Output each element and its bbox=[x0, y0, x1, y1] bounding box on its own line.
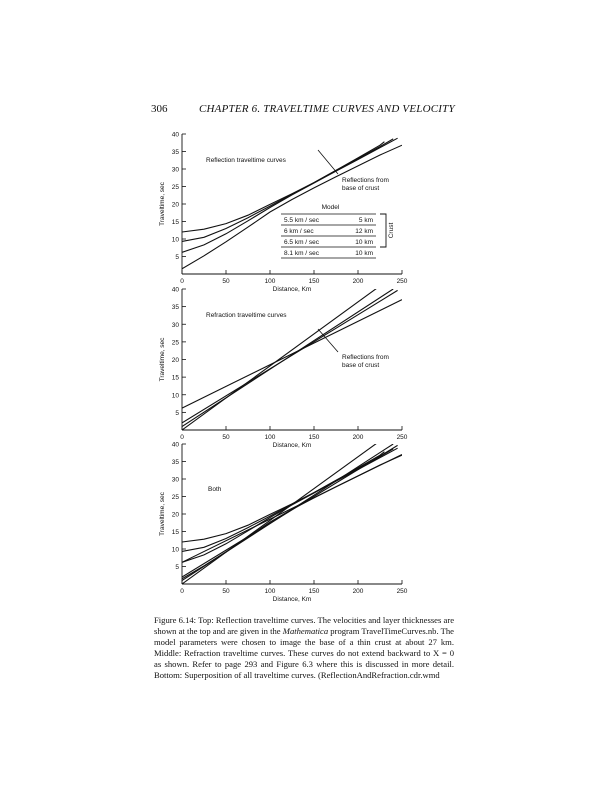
x-axis-label: Distance, Km bbox=[272, 286, 312, 293]
y-tick-label: 20 bbox=[171, 511, 179, 519]
x-tick-label: 100 bbox=[264, 588, 276, 595]
y-tick-label: 40 bbox=[171, 286, 179, 294]
chart-panel-bottom bbox=[159, 438, 408, 603]
y-tick-label: 30 bbox=[171, 321, 179, 329]
y-tick-label: 15 bbox=[171, 374, 179, 382]
caption-text-1: Top: Reflection traveltime curves. The velocities and layer thicknesses are shown at the top and are given in the bbox=[154, 615, 455, 636]
crust-bracket bbox=[380, 214, 386, 247]
x-tick-label: 0 bbox=[180, 434, 184, 441]
annotation-text: base of crust bbox=[342, 362, 380, 369]
series-line-refraction-4 bbox=[182, 455, 402, 563]
annotation-pointer bbox=[318, 150, 338, 174]
x-tick-label: 250 bbox=[396, 588, 408, 595]
y-tick-label: 35 bbox=[171, 304, 179, 312]
x-tick-label: 0 bbox=[180, 588, 184, 595]
y-tick-label: 40 bbox=[171, 441, 179, 449]
x-tick-label: 200 bbox=[352, 434, 364, 441]
x-tick-label: 250 bbox=[396, 434, 408, 441]
y-axis-label: Traveltime, sec bbox=[159, 337, 166, 382]
caption-label: Figure 6.14: bbox=[154, 615, 197, 625]
y-tick-label: 25 bbox=[171, 494, 179, 501]
annotation-text: base of crust bbox=[342, 185, 380, 192]
y-tick-label: 10 bbox=[171, 236, 179, 244]
figure-charts bbox=[150, 122, 420, 612]
x-axis-label: Distance, Km bbox=[272, 596, 312, 603]
running-head: CHAPTER 6. TRAVELTIME CURVES AND VELOCITY bbox=[199, 103, 455, 115]
model-thickness: 5 km bbox=[358, 217, 373, 224]
x-tick-label: 50 bbox=[222, 434, 230, 441]
x-tick-label: 150 bbox=[308, 434, 320, 441]
x-tick-label: 100 bbox=[264, 434, 276, 441]
y-tick-label: 35 bbox=[171, 459, 179, 466]
y-axis-label: Traveltime, sec bbox=[159, 182, 166, 226]
figure bbox=[150, 122, 420, 612]
model-velocity: 6.5 km / sec bbox=[284, 239, 320, 246]
y-tick-label: 30 bbox=[171, 166, 179, 174]
annotation-text: Refraction traveltime curves bbox=[206, 312, 287, 319]
model-velocity: 5.5 km / sec bbox=[284, 217, 320, 224]
y-tick-label: 20 bbox=[171, 357, 179, 364]
annotation-text: Reflections from bbox=[342, 177, 389, 184]
model-velocity: 8.1 km / sec bbox=[284, 250, 320, 257]
y-tick-label: 10 bbox=[171, 392, 179, 400]
annotation-text: Reflection traveltime curves bbox=[206, 157, 286, 164]
chart-panel-middle bbox=[159, 283, 408, 449]
crust-label: Crust bbox=[388, 222, 395, 239]
x-tick-label: 0 bbox=[180, 278, 184, 285]
x-tick-label: 250 bbox=[396, 278, 408, 285]
model-velocity: 6 km / sec bbox=[284, 228, 314, 235]
y-tick-label: 25 bbox=[171, 339, 179, 347]
y-tick-label: 5 bbox=[175, 564, 179, 571]
model-thickness: 12 km bbox=[355, 228, 373, 235]
x-axis-label: Distance, Km bbox=[272, 442, 312, 449]
y-tick-label: 15 bbox=[171, 529, 179, 536]
series-line-refraction-1 bbox=[182, 438, 384, 584]
y-tick-label: 40 bbox=[171, 131, 179, 139]
x-tick-label: 150 bbox=[308, 278, 320, 285]
x-tick-label: 150 bbox=[308, 588, 320, 595]
x-tick-label: 50 bbox=[222, 278, 230, 285]
x-tick-label: 100 bbox=[264, 278, 276, 285]
annotation-text: Reflections from bbox=[342, 354, 389, 361]
page-number: 306 bbox=[151, 103, 168, 115]
x-tick-label: 50 bbox=[222, 588, 230, 595]
y-tick-label: 15 bbox=[171, 219, 179, 226]
series-line-refraction-3 bbox=[182, 445, 398, 577]
model-title: Model bbox=[321, 204, 340, 211]
y-tick-label: 5 bbox=[175, 254, 179, 261]
chart-panel-top bbox=[159, 132, 408, 294]
x-tick-label: 200 bbox=[352, 278, 364, 285]
series-line-reflection-1 bbox=[182, 452, 384, 542]
y-tick-label: 10 bbox=[171, 546, 179, 554]
y-tick-label: 5 bbox=[175, 409, 179, 417]
y-tick-label: 30 bbox=[171, 476, 179, 484]
y-tick-label: 25 bbox=[171, 184, 179, 191]
x-tick-label: 200 bbox=[352, 588, 364, 595]
model-thickness: 10 km bbox=[355, 239, 373, 246]
y-tick-label: 20 bbox=[171, 201, 179, 209]
y-axis-label: Traveltime, sec bbox=[159, 492, 166, 536]
annotation-text: Both bbox=[208, 486, 222, 493]
figure-caption bbox=[154, 615, 454, 681]
model-thickness: 10 km bbox=[355, 250, 373, 257]
caption-text-2: program TravelTimeCurves.nb. The model parameters were chosen to image the base of a thin crust at about 27 km. Middle: Refraction traveltime curves. These curves do not extend backward to X = 0 as shown. Refer to page 293 and Figure 6.3 where this is discussed in more detail. Bottom: Superposition of all traveltime curves. (ReflectionAndRefraction.cdr.wmd bbox=[154, 626, 454, 680]
caption-italic: Mathematica bbox=[282, 626, 329, 636]
y-tick-label: 35 bbox=[171, 149, 179, 156]
